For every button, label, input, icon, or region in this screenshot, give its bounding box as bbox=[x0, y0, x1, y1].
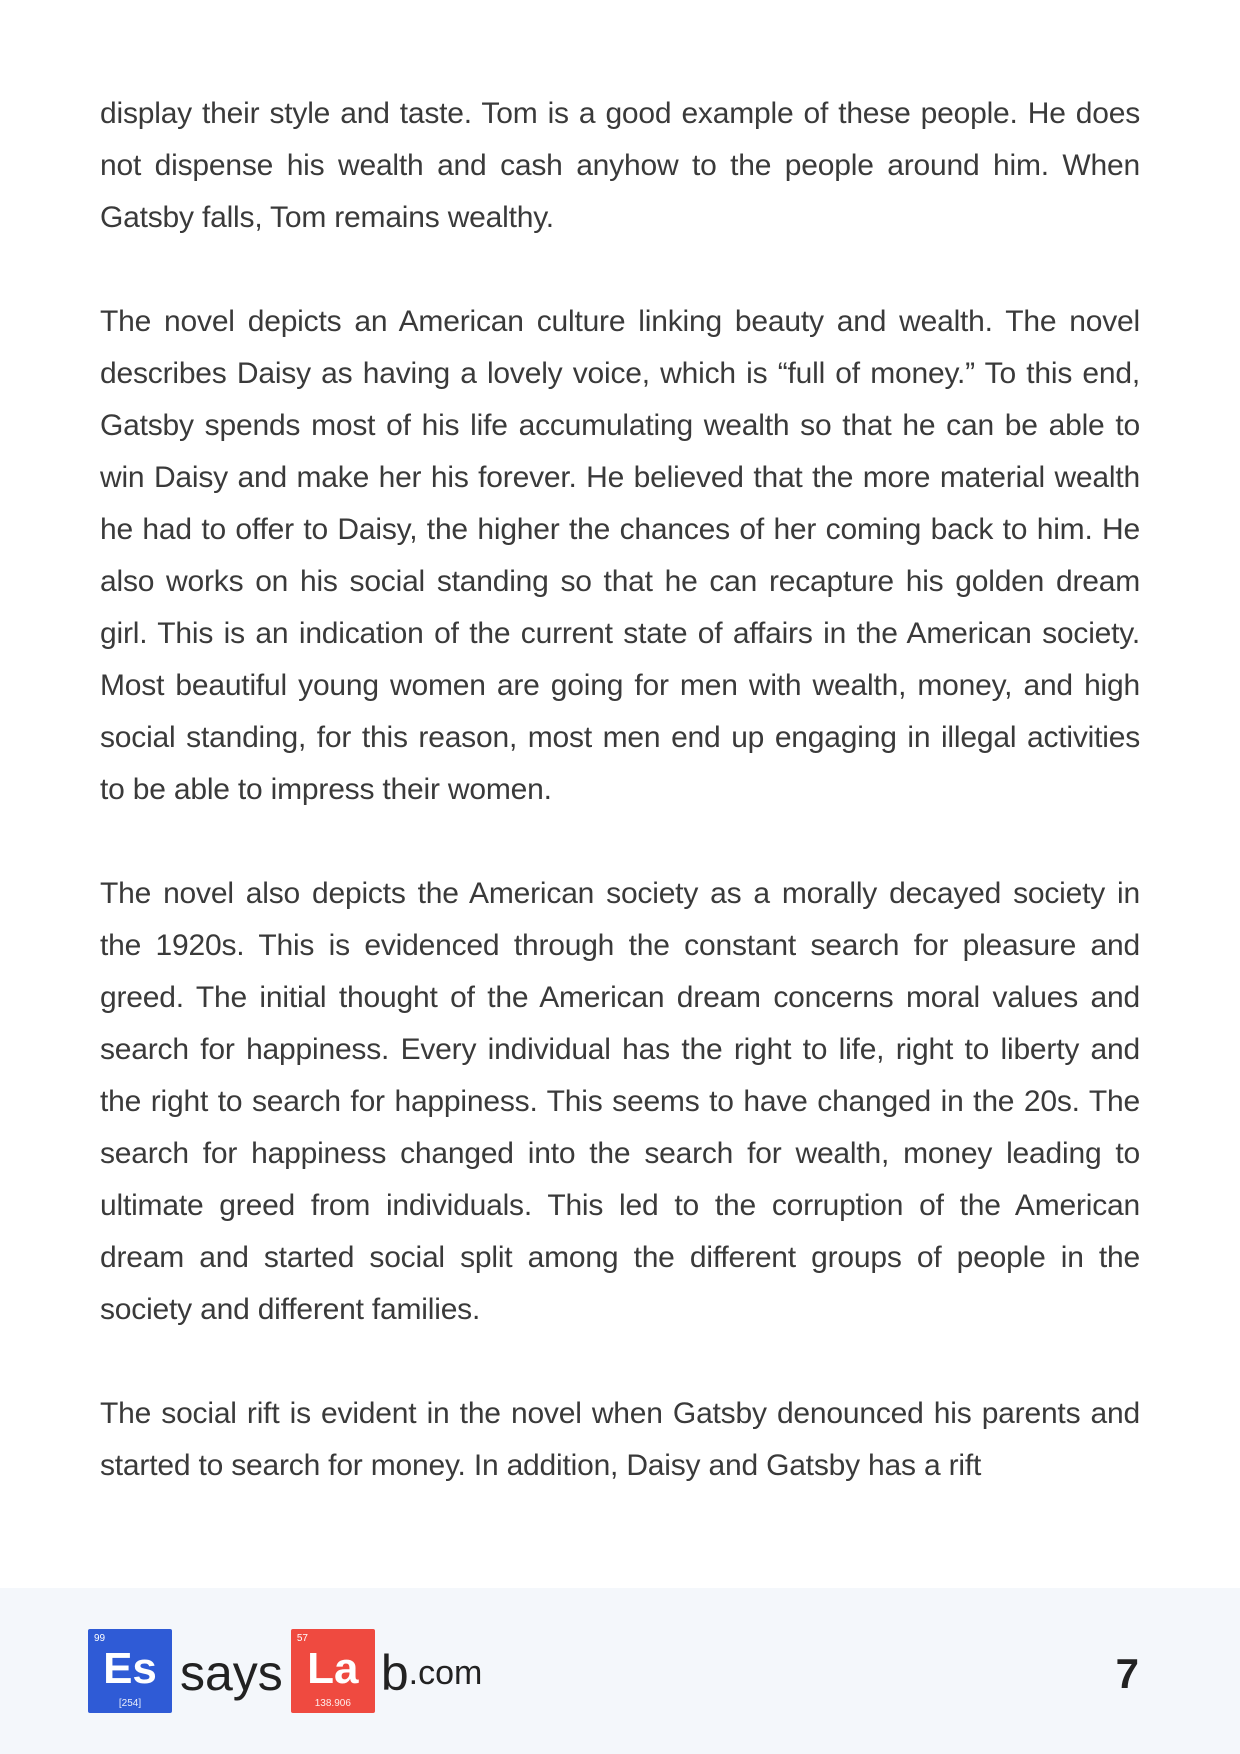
logo-tile-la-symbol: La bbox=[307, 1644, 359, 1693]
logo-tile-es-mass: [254] bbox=[118, 1698, 142, 1709]
paragraph: display their style and taste. Tom is a good example of these people. He does not dispense his wealth and cash anyhow to the people around him. When Gatsby falls, Tom remains wealthy. bbox=[100, 97, 1140, 234]
paragraph: The novel depicts an American culture linking beauty and wealth. The novel describes Daisy as having a lovely voice, which is “full of money.” To this end, Gatsby spends most of his life accumulating wealth so that he can be able to win Daisy and make her his forever. He believed that the more material wealth he had to offer to Daisy, the higher the chances of her coming back to him. He also works on his social standing so that he can recapture his golden dream girl. This is an indication of the current state of affairs in the American society. Most beautiful young women are going for men with wealth, money, and high social standing, for this reason, most men end up engaging in illegal activities to be able to impress their women. bbox=[100, 305, 1140, 806]
page-number: 7 bbox=[1115, 1650, 1139, 1697]
logo-tile-es bbox=[88, 1629, 172, 1713]
paragraph: The novel also depicts the American society as a morally decayed society in the 1920s. This is evidenced through the constant search for pleasure and greed. The initial thought of the American dream concerns moral values and search for happiness. Every individual has the right to life, right to liberty and the right to search for happiness. This seems to have changed in the 20s. The search for happiness changed into the search for wealth, money leading to ultimate greed from individuals. This led to the corruption of the American dream and started social split among the different groups of people in the society and different families. bbox=[100, 877, 1140, 1326]
logo-tile-es-number: 99 bbox=[94, 1633, 106, 1644]
essayslab-logo bbox=[88, 1629, 482, 1713]
logo-word-b: b bbox=[380, 1645, 409, 1701]
logo-tile-la-number: 57 bbox=[296, 1633, 308, 1644]
page-footer bbox=[0, 1588, 1240, 1754]
document-body bbox=[100, 88, 1140, 1492]
logo-tile-la bbox=[291, 1629, 375, 1713]
logo-tile-la-mass: 138.906 bbox=[314, 1698, 351, 1709]
paragraph: The social rift is evident in the novel when Gatsby denounced his parents and started to search for money. In addition, Daisy and Gatsby has a rift bbox=[100, 1397, 1140, 1482]
logo-tile-es-symbol: Es bbox=[103, 1644, 157, 1693]
logo-word-says: says bbox=[180, 1645, 283, 1701]
logo-tld: .com bbox=[408, 1654, 483, 1692]
